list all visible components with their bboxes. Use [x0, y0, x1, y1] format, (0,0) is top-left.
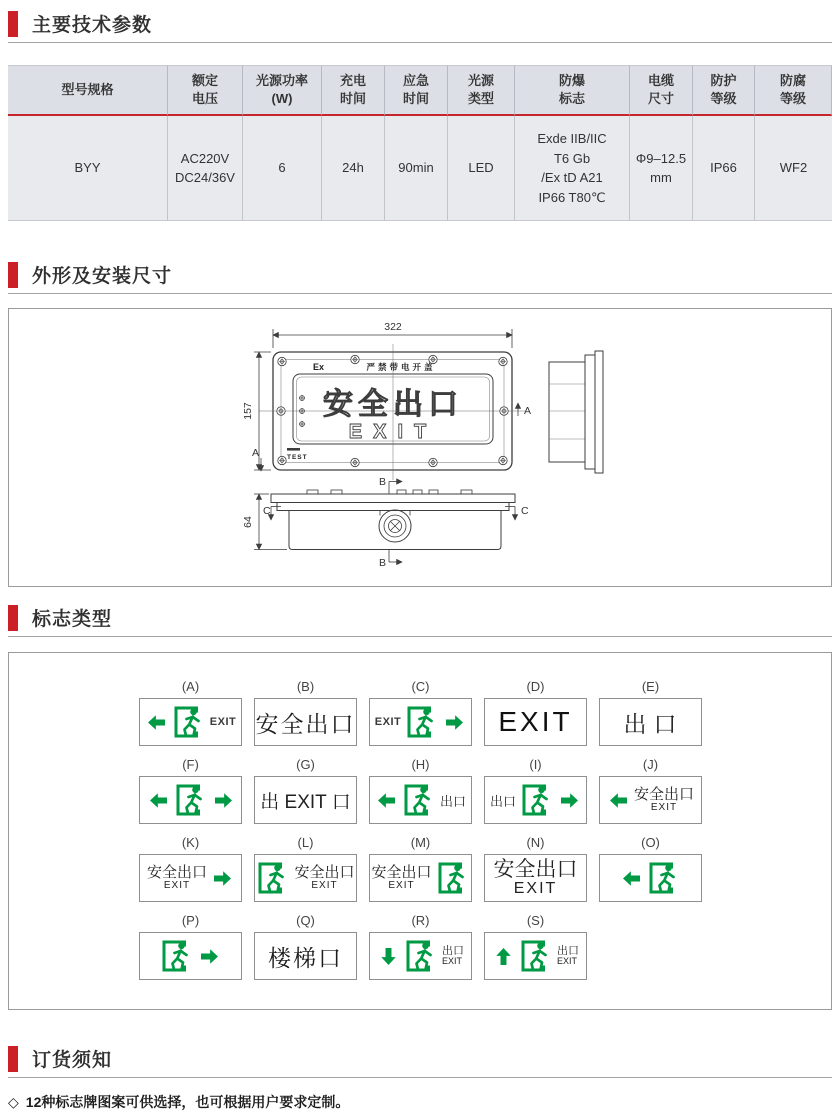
- sign-text-line1: 安全出口: [633, 785, 694, 803]
- section-marker-a-right: A: [524, 405, 532, 417]
- table-cell: Exde IIB/IIC T6 Gb /Ex tD A21 IP66 T80℃: [515, 116, 630, 220]
- table-cell: LED: [448, 116, 515, 220]
- section-title-order: 订货须知: [32, 1050, 113, 1071]
- sign-text-line1: 安全出口: [146, 863, 207, 881]
- table-header-cell: 防护 等级: [693, 66, 755, 116]
- dimension-drawing-panel: [8, 308, 832, 587]
- sign-box: [139, 932, 242, 980]
- exit-man-icon: [174, 783, 208, 817]
- table-cell: IP66: [693, 116, 755, 220]
- exit-man-icon: [160, 939, 194, 973]
- sign-text-line2: EXIT: [442, 956, 463, 967]
- dim-width-label: 322: [384, 321, 402, 333]
- table-cell: AC220V DC24/36V: [168, 116, 243, 220]
- section-marker-c-left: C: [263, 505, 271, 517]
- sign-item: [369, 913, 472, 980]
- sign-item: [139, 913, 242, 980]
- exit-man-icon: [402, 783, 436, 817]
- sign-text: 出 EXIT 口: [260, 791, 351, 813]
- sign-text-line2: EXIT: [311, 879, 338, 891]
- table-cell: 90min: [385, 116, 448, 220]
- sign-label: (R): [411, 913, 430, 928]
- exit-man-icon: [436, 861, 470, 895]
- sign-label: (K): [181, 835, 200, 850]
- sign-label: (D): [526, 679, 545, 694]
- sign-label: (N): [526, 835, 545, 850]
- order-note: [8, 1092, 832, 1112]
- sign-text: 出口: [623, 710, 684, 737]
- sign-label: (J): [642, 757, 659, 772]
- table-header-cell: 防爆 标志: [515, 66, 630, 116]
- sign-text-stacked: [494, 859, 578, 898]
- sign-item: [599, 679, 702, 746]
- exit-man-icon: [520, 783, 554, 817]
- side-view: [549, 351, 603, 473]
- exit-man-icon: [519, 939, 553, 973]
- section-title-params: 主要技术参数: [32, 15, 153, 36]
- sign-label: (M): [410, 835, 431, 850]
- technical-drawing: [9, 309, 831, 586]
- exit-man-icon: [647, 861, 681, 895]
- table-header-cell: 光源功率 (W): [243, 66, 322, 116]
- sign-box: [369, 932, 472, 980]
- sign-item: [254, 913, 357, 980]
- sign-item: [484, 679, 587, 746]
- arrow-up-icon: [495, 945, 512, 968]
- sign-text: EXIT: [498, 706, 573, 737]
- sign-label: (H): [411, 757, 430, 772]
- sign-text: 出口: [439, 793, 466, 809]
- table-header-cell: 光源 类型: [448, 66, 515, 116]
- table-cell: Φ9–12.5 mm: [630, 116, 693, 220]
- warning-label: 严禁带电开盖: [366, 362, 436, 372]
- sign-text-line2: EXIT: [650, 801, 678, 813]
- sign-box: [254, 854, 357, 902]
- sign-item: [369, 835, 472, 902]
- section-marker-b-top: B: [379, 476, 387, 488]
- sign-text-line2: EXIT: [163, 879, 191, 891]
- sign-label: (A): [181, 679, 200, 694]
- diamond-bullet-icon: ◇: [8, 1093, 19, 1110]
- sign-label: (L): [297, 835, 314, 850]
- sign-text-stacked: [294, 865, 354, 891]
- sign-text-line1: 安全出口: [371, 863, 432, 881]
- section-marker-b-bottom: B: [379, 557, 387, 569]
- sign-label: (S): [526, 913, 545, 928]
- arrow-right-icon: [212, 792, 235, 809]
- arrow-left-icon: [607, 792, 630, 809]
- sign-types-panel: [8, 652, 832, 1010]
- sign-text-stacked: [442, 946, 464, 967]
- arrow-left-icon: [147, 792, 170, 809]
- order-note-text: 12种标志牌图案可供选择，也可根据用户要求定制。: [25, 1094, 350, 1110]
- sign-text: EXIT: [374, 716, 402, 728]
- sign-label: (C): [411, 679, 430, 694]
- arrow-left-icon: [375, 792, 398, 809]
- sign-box: [254, 698, 357, 746]
- sign-box: [139, 776, 242, 824]
- sign-box: [139, 854, 242, 902]
- sign-label: (G): [296, 757, 315, 772]
- sign-text-stacked: [371, 865, 431, 891]
- sign-text: 楼梯口: [268, 944, 343, 971]
- sign-text-line1: 出口: [442, 944, 464, 957]
- exit-man-icon: [256, 861, 290, 895]
- front-view: [242, 321, 531, 480]
- exit-man-icon: [172, 705, 206, 739]
- sign-box: [599, 698, 702, 746]
- sign-box: [484, 698, 587, 746]
- sign-item: [369, 679, 472, 746]
- sign-box: [139, 698, 242, 746]
- sign-box: [484, 854, 587, 902]
- sign-box: [369, 698, 472, 746]
- sign-text-line2: EXIT: [557, 956, 578, 967]
- sign-item: [599, 757, 702, 824]
- test-button-label: TEST: [287, 454, 308, 461]
- table-header-cell: 充电 时间: [322, 66, 385, 116]
- dim-height-label: 157: [242, 402, 254, 420]
- red-accent-bar: [8, 262, 18, 288]
- exit-man-icon: [404, 939, 438, 973]
- table-cell: 6: [243, 116, 322, 220]
- sign-text: 安全出口: [255, 710, 356, 737]
- bottom-view: [242, 476, 529, 569]
- section-header-order: [8, 1045, 832, 1078]
- table-cell: WF2: [755, 116, 832, 220]
- arrow-right-icon: [211, 870, 234, 887]
- table-header-cell: 应急 时间: [385, 66, 448, 116]
- red-accent-bar: [8, 1046, 18, 1072]
- sign-box: [254, 932, 357, 980]
- sign-text-stacked: [147, 865, 207, 891]
- sign-box: [599, 854, 702, 902]
- table-header-cell: 额定 电压: [168, 66, 243, 116]
- red-accent-bar: [8, 605, 18, 631]
- sign-text-stacked: [557, 946, 579, 967]
- faceplate-exit-text: EXIT: [348, 421, 438, 443]
- section-title-dimensions: 外形及安装尺寸: [32, 266, 173, 287]
- table-header-cell: 电缆 尺寸: [630, 66, 693, 116]
- section-title-signs: 标志类型: [32, 609, 113, 630]
- sign-box: [599, 776, 702, 824]
- sign-item: [139, 835, 242, 902]
- sign-label: (B): [296, 679, 315, 694]
- sign-text-line2: EXIT: [388, 879, 415, 891]
- sign-item: [254, 679, 357, 746]
- sign-label: (E): [641, 679, 660, 694]
- sign-text-line2: EXIT: [513, 879, 558, 897]
- sign-label: (I): [529, 757, 542, 772]
- params-table: [8, 65, 832, 221]
- table-header-cell: 型号规格: [8, 66, 168, 116]
- ex-mark-label: Ex: [313, 362, 325, 372]
- sign-item: [484, 913, 587, 980]
- sign-label: (O): [641, 835, 660, 850]
- sign-box: [254, 776, 357, 824]
- arrow-down-icon: [380, 945, 397, 968]
- table-header-cell: 防腐 等级: [755, 66, 832, 116]
- section-header-signs: [8, 604, 832, 637]
- signs-grid: [139, 679, 831, 980]
- section-marker-c-right: C: [521, 505, 529, 517]
- red-accent-bar: [8, 11, 18, 37]
- exit-man-icon: [405, 705, 439, 739]
- table-cell: BYY: [8, 116, 168, 220]
- sign-item: [484, 757, 587, 824]
- section-header-dimensions: [8, 261, 832, 294]
- sign-label: (F): [182, 757, 199, 772]
- arrow-left-icon: [145, 714, 168, 731]
- table-cell: 24h: [322, 116, 385, 220]
- sign-item: [484, 835, 587, 902]
- sign-item: [599, 835, 702, 902]
- sign-text: 出口: [489, 793, 516, 809]
- arrow-right-icon: [558, 792, 581, 809]
- sign-item: [254, 835, 357, 902]
- sign-label: (P): [181, 913, 200, 928]
- sign-item: [254, 757, 357, 824]
- sign-box: [369, 776, 472, 824]
- sign-label: (Q): [296, 913, 315, 928]
- faceplate-main-text: 安全出口: [323, 388, 463, 421]
- sign-item: [139, 679, 242, 746]
- arrow-right-icon: [198, 948, 221, 965]
- sign-text-stacked: [634, 787, 694, 813]
- sign-item: [369, 757, 472, 824]
- section-marker-a-left: A: [252, 447, 260, 459]
- sign-text-line1: 安全出口: [493, 857, 578, 881]
- sign-box: [369, 854, 472, 902]
- sign-item: [139, 757, 242, 824]
- sign-text: EXIT: [209, 716, 237, 728]
- section-header-params: [8, 10, 832, 43]
- sign-text-line1: 出口: [557, 944, 579, 957]
- dim-depth-label: 64: [242, 516, 254, 528]
- arrow-left-icon: [620, 870, 643, 887]
- arrow-right-icon: [443, 714, 466, 731]
- sign-box: [484, 932, 587, 980]
- sign-text-line1: 安全出口: [294, 863, 355, 881]
- sign-box: [484, 776, 587, 824]
